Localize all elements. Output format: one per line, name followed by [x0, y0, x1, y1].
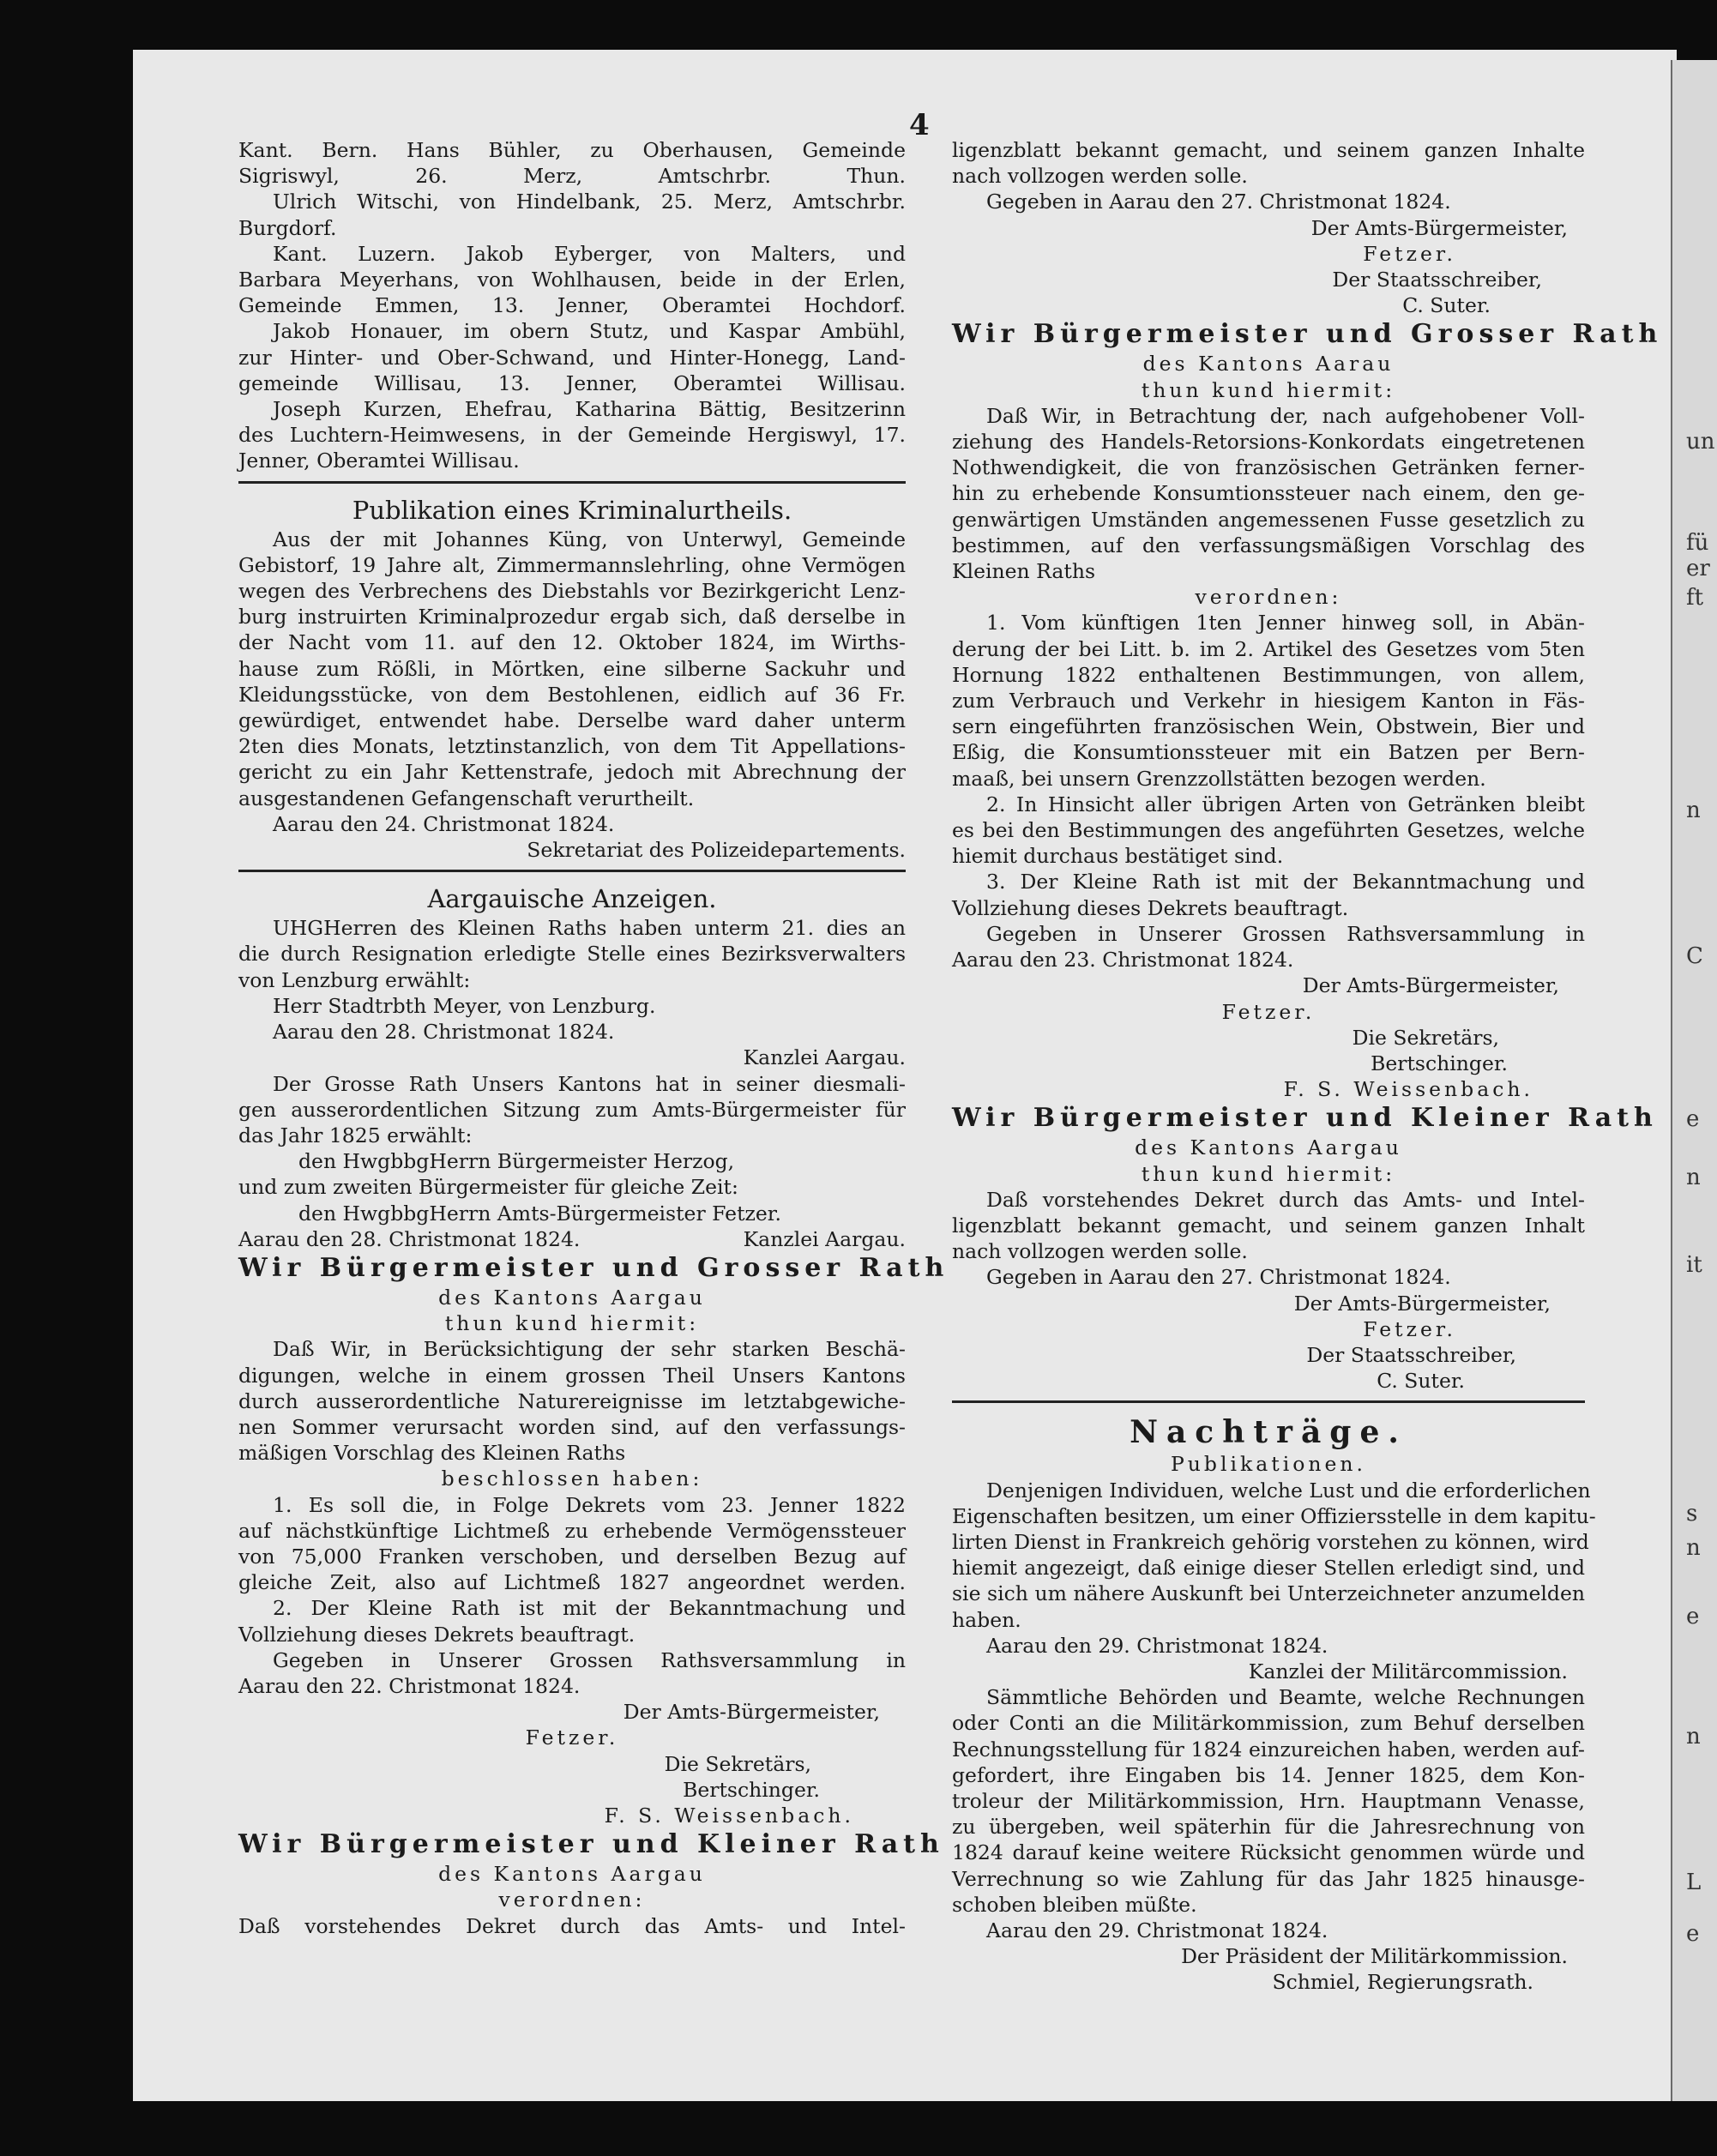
signature: Der Amts-Bürgermeister,	[1310, 215, 1568, 240]
text-line: Hornung 1822 enthaltenen Bestimmungen, von allem,	[952, 662, 1585, 687]
dateline: Aarau den 29. Christmonat 1824.	[986, 1918, 1328, 1942]
edge-fragment: ft	[1686, 585, 1704, 611]
text-line: genwärtigen Umständen angemessenen Fusse gesetzlich zu	[952, 507, 1585, 532]
text-line: gleiche Zeit, also auf Lichtmeß 1827 angeordnet werden.	[238, 1570, 906, 1595]
section-title: Publikation eines Kriminalurtheils.	[352, 495, 792, 525]
text-line: sern eingeführten französischen Wein, Obstwein, Bier und	[952, 714, 1585, 739]
text-line: Aus der mit Johannes Küng, von Unterwyl, Gemeinde	[273, 527, 906, 551]
signature: Sekretariat des Polizeidepartements.	[527, 838, 906, 863]
decree-subheading: des Kantons Aargau	[438, 1285, 706, 1310]
edge-fragment: n	[1686, 1535, 1701, 1561]
decree-subheading: thun kund hiermit:	[1141, 377, 1396, 402]
text-line: es bei den Bestimmungen des angeführten Gesetzes, welche	[952, 818, 1585, 843]
text-line: Barbara Meyerhans, von Wohlhausen, beide in der Erlen,	[238, 268, 906, 292]
section-title: Nachträge.	[1130, 1414, 1407, 1451]
text-line: Aarau den 23. Christmonat 1824.	[952, 948, 1294, 973]
text-line: Joseph Kurzen, Ehefrau, Katharina Bättig, Besitzerinn	[273, 397, 906, 422]
signature: C. Suter.	[1402, 293, 1491, 318]
text-line: oder Conti an die Militärkommission, zum Behuf derselben	[952, 1711, 1585, 1736]
text-line: ziehung des Handels-Retorsions-Konkordats eingetretenen	[952, 430, 1585, 455]
section-divider	[952, 1400, 1585, 1403]
text-line: ligenzblatt bekannt gemacht, und seinem ganzen Inhalt	[952, 1213, 1585, 1238]
signature: Der Staatsschreiber,	[1332, 268, 1542, 292]
right-column	[952, 137, 1663, 1996]
decree-verb: verordnen:	[1195, 585, 1342, 610]
text-line: hause zum Rößli, in Mörtken, eine silberne Sackuhr und	[238, 656, 906, 681]
text-line: Nothwendigkeit, die von französischen Getränken ferner-	[952, 455, 1585, 480]
text-line: den HwgbbgHerrn Bürgermeister Herzog,	[298, 1149, 735, 1174]
signature: C. Suter.	[1377, 1369, 1465, 1394]
text-line: Kleidungsstücke, von dem Bestohlenen, eidlich auf 36 Fr.	[238, 682, 906, 707]
text-line: und zum zweiten Bürgermeister für gleiche Zeit:	[238, 1175, 738, 1200]
text-line: Jakob Honauer, im obern Stutz, und Kaspar Ambühl,	[273, 319, 906, 344]
text-line: nen Sommer verursacht worden sind, auf den verfassungs-	[238, 1414, 906, 1439]
text-line: durch ausserordentliche Naturereignisse im letztabgewiche-	[238, 1388, 906, 1413]
text-line: ausgestandenen Gefangenschaft verurtheilt.	[238, 786, 695, 810]
text-line: Eigenschaften besitzen, um einer Offiziersstelle in dem kapitu-	[952, 1503, 1596, 1528]
signature: Bertschinger.	[683, 1777, 820, 1802]
section-divider	[238, 481, 906, 484]
signature: Kanzlei der Militärcommission.	[1248, 1659, 1568, 1683]
signature: Kanzlei Aargau.	[743, 1045, 906, 1070]
text-line: Verrechnung so wie Zahlung für das Jahr 1825 hinausge-	[952, 1866, 1585, 1891]
edge-fragment: e	[1686, 1106, 1700, 1132]
text-line: lirten Dienst in Frankreich gehörig vorstehen zu können, wird	[952, 1529, 1589, 1554]
text-line: ligenzblatt bekannt gemacht, und seinem ganzen Inhalte	[952, 138, 1585, 162]
decree-subheading: verordnen:	[498, 1888, 646, 1912]
text-line: maaß, bei unsern Grenzzollstätten bezogen werden.	[952, 766, 1486, 791]
text-line: 1. Vom künftigen 1ten Jenner hinweg soll, in Abän-	[986, 611, 1585, 635]
text-line: hiemit angezeigt, daß einige dieser Stellen erledigt sind, und	[952, 1556, 1585, 1581]
text-line: Aarau den 22. Christmonat 1824.	[238, 1673, 581, 1698]
decree-verb: beschlossen haben:	[441, 1466, 703, 1491]
text-line: Sämmtliche Behörden und Beamte, welche Rechnungen	[986, 1685, 1585, 1710]
text-line: digungen, welche in einem grossen Theil Unsers Kantons	[238, 1363, 906, 1388]
signature: Die Sekretärs,	[664, 1751, 811, 1776]
page-number: 4	[909, 108, 930, 142]
text-line: haben.	[952, 1607, 1021, 1632]
text-line: gen ausserordentlichen Sitzung zum Amts-Bürgermeister für	[238, 1097, 906, 1122]
text-line: derung der bei Litt. b. im 2. Artikel des Gesetzes vom 5ten	[952, 636, 1585, 661]
text-line: Daß Wir, in Berücksichtigung der sehr starken Beschä-	[273, 1337, 906, 1362]
signature: Kanzlei Aargau.	[743, 1226, 906, 1251]
edge-fragment: n	[1686, 1724, 1701, 1749]
edge-fragment: n	[1686, 1165, 1701, 1190]
text-line: Eßig, die Konsumtionssteuer mit ein Batzen per Bern-	[952, 740, 1585, 765]
text-line: Kleinen Raths	[952, 559, 1096, 584]
text-line: auf nächstkünftige Lichtmeß zu erhebende Vermögenssteuer	[238, 1518, 906, 1543]
signature: F. S. Weissenbach.	[1283, 1077, 1533, 1102]
text-line: Rechnungsstellung für 1824 einzureichen haben, werden auf-	[952, 1737, 1585, 1762]
text-line: Vollziehung dieses Dekrets beauftragt.	[238, 1622, 636, 1647]
text-line: Sigriswyl, 26. Merz, Amtschrbr. Thun.	[238, 164, 906, 189]
decree-heading: Wir Bürgermeister und Grosser Rath	[952, 319, 1663, 350]
text-line: Gemeinde Emmen, 13. Jenner, Oberamtei Hochdorf.	[238, 293, 906, 318]
text-line: die durch Resignation erledigte Stelle eines Bezirksverwalters	[238, 942, 906, 967]
text-line: zur Hinter- und Ober-Schwand, und Hinter-Honegg, Land-	[238, 345, 906, 370]
text-line: Herr Stadtrbth Meyer, von Lenzburg.	[273, 993, 656, 1018]
signature: Bertschinger.	[1371, 1051, 1508, 1075]
section-title: Aargauische Anzeigen.	[427, 884, 717, 914]
text-line: 3. Der Kleine Rath ist mit der Bekanntmachung und	[986, 870, 1585, 894]
text-line: UHGHerren des Kleinen Raths haben unterm 21. dies an	[273, 916, 906, 941]
text-line: schoben bleiben müßte.	[952, 1892, 1197, 1917]
signature: Fetzer.	[1221, 999, 1316, 1024]
text-line: von Lenzburg erwählt:	[238, 967, 471, 992]
dateline: Aarau den 29. Christmonat 1824.	[986, 1633, 1328, 1658]
edge-fragment: s	[1686, 1501, 1698, 1527]
text-line: 2. Der Kleine Rath ist mit der Bekanntmachung und	[273, 1596, 906, 1621]
text-line: Gegeben in Unserer Grossen Rathsversammlung in	[273, 1647, 906, 1672]
signature: Fetzer.	[525, 1725, 619, 1750]
text-line: Daß vorstehendes Dekret durch das Amts- und Intel-	[238, 1913, 906, 1938]
edge-fragment: e	[1686, 1604, 1700, 1629]
text-line: Gegeben in Unserer Grossen Rathsversammlung in	[986, 921, 1585, 946]
text-line: gericht zu ein Jahr Kettenstrafe, jedoch mit Abrechnung der	[238, 760, 906, 785]
decree-subheading: des Kantons Aargau	[1135, 1135, 1402, 1160]
signature: Die Sekretärs,	[1352, 1025, 1499, 1050]
text-line: 1824 darauf keine weitere Rücksicht genommen würde und	[952, 1840, 1585, 1865]
text-line: sie sich um nähere Auskunft bei Unterzeichneter anzumelden	[952, 1581, 1585, 1606]
dateline: Gegeben in Aarau den 27. Christmonat 1824.	[986, 1265, 1451, 1290]
edge-fragment: un	[1686, 429, 1715, 455]
text-line: gefordert, ihre Eingaben bis 14. Jenner 1825, dem Kon-	[952, 1762, 1585, 1787]
signature: F. S. Weissenbach.	[604, 1803, 854, 1828]
text-line: 2ten dies Monats, letztinstanzlich, von dem Tit Appellations-	[238, 734, 906, 759]
signature: Der Amts-Bürgermeister,	[1293, 1291, 1551, 1316]
text-line: des Luchtern-Heimwesens, in der Gemeinde Hergiswyl, 17.	[238, 423, 906, 448]
signature: Der Staatsschreiber,	[1306, 1342, 1516, 1367]
text-line: troleur der Militärkommission, Hrn. Hauptmann Venasse,	[952, 1788, 1585, 1813]
text-line: zu übergeben, weil späterhin für die Jahresrechnung von	[952, 1815, 1585, 1840]
text-line: Burgdorf.	[238, 215, 337, 240]
text-line: den HwgbbgHerrn Amts-Bürgermeister Fetzer.	[298, 1201, 781, 1226]
edge-fragment: C	[1686, 943, 1703, 969]
edge-fragment: n	[1686, 798, 1701, 823]
kant-bern-list	[238, 137, 906, 241]
signature: Schmiel, Regierungsrath.	[1272, 1970, 1533, 1995]
dateline: Aarau den 28. Christmonat 1824.	[273, 1020, 615, 1045]
section-divider	[238, 870, 906, 872]
next-page-edge	[1671, 60, 1717, 2101]
decree-heading: Wir Bürgermeister und Kleiner Rath	[238, 1829, 944, 1860]
dateline: Aarau den 24. Christmonat 1824.	[273, 811, 615, 836]
edge-fragment: e	[1686, 1921, 1700, 1947]
text-line: von 75,000 Franken verschoben, und derselben Bezug auf	[238, 1544, 906, 1569]
text-line: zum Verbrauch und Verkehr in hiesigem Kanton in Fäs-	[952, 689, 1585, 714]
text-line: Kant. Luzern. Jakob Eyberger, von Malters, und	[273, 241, 906, 266]
decree-subheading: thun kund hiermit:	[1141, 1161, 1396, 1186]
text-line: hin zu erhebende Konsumtionssteuer nach einem, den ge-	[952, 481, 1585, 506]
text-line: gewürdiget, entwendet habe. Derselbe ward daher unterm	[238, 708, 906, 733]
text-line: bestimmen, auf den verfassungsmäßigen Vorschlag des	[952, 533, 1585, 557]
text-line: Denjenigen Individuen, welche Lust und die erforderlichen	[986, 1478, 1591, 1503]
dateline-row	[238, 1226, 906, 1252]
signature: Fetzer.	[1363, 241, 1456, 266]
text-line: nach vollzogen werden solle.	[952, 1239, 1248, 1264]
signature: Der Amts-Bürgermeister,	[623, 1700, 880, 1725]
text-line: 2. In Hinsicht aller übrigen Arten von Getränken bleibt	[986, 792, 1585, 816]
text-line: Der Grosse Rath Unsers Kantons hat in seiner diesmali-	[273, 1071, 906, 1096]
edge-fragment: er	[1686, 556, 1710, 581]
text-line: 1. Es soll die, in Folge Dekrets vom 23. Jenner 1822	[273, 1492, 906, 1517]
text-line: der Nacht vom 11. auf den 12. Oktober 1824, im Wirths-	[238, 630, 906, 655]
decree-subheading: thun kund hiermit:	[444, 1311, 700, 1336]
left-column	[238, 137, 949, 1939]
edge-fragment: it	[1686, 1252, 1702, 1278]
text-line: burg instruirten Kriminalprozedur ergab sich, daß derselbe in	[238, 605, 906, 629]
text-line: Daß vorstehendes Dekret durch das Amts- und Intel-	[986, 1187, 1585, 1212]
text-line: Daß Wir, in Betrachtung der, nach aufgehobener Voll-	[986, 403, 1585, 428]
decree-subheading: des Kantons Aarau	[1142, 352, 1395, 376]
section-subtitle: Publikationen.	[1170, 1452, 1367, 1477]
text-line: Kant. Bern. Hans Bühler, zu Oberhausen, Gemeinde	[238, 138, 906, 162]
text-line: wegen des Verbrechens des Diebstahls vor Bezirkgericht Lenz-	[238, 579, 906, 604]
dateline: Aarau den 28. Christmonat 1824.	[238, 1226, 581, 1251]
text-line: nach vollzogen werden solle.	[952, 164, 1248, 189]
text-line: das Jahr 1825 erwählt:	[238, 1123, 473, 1147]
text-line: Ulrich Witschi, von Hindelbank, 25. Merz, Amtschrbr.	[273, 190, 906, 214]
edge-fragment: fü	[1686, 530, 1709, 556]
text-line: gemeinde Willisau, 13. Jenner, Oberamtei Willisau.	[238, 370, 906, 395]
signature: Fetzer.	[1363, 1316, 1456, 1341]
text-line: hiemit durchaus bestätiget sind.	[952, 844, 1284, 869]
edge-fragment: L	[1686, 1870, 1702, 1895]
signature: Der Amts-Bürgermeister,	[1302, 973, 1559, 998]
dateline: Gegeben in Aarau den 27. Christmonat 1824.	[986, 190, 1451, 214]
decree-subheading: des Kantons Aargau	[438, 1862, 706, 1887]
kant-luzern-list	[238, 241, 906, 474]
text-line: Vollziehung dieses Dekrets beauftragt.	[952, 895, 1349, 920]
decree-heading: Wir Bürgermeister und Grosser Rath	[238, 1252, 949, 1283]
decree-heading: Wir Bürgermeister und Kleiner Rath	[952, 1103, 1658, 1134]
signature: Der Präsident der Militärkommission.	[1181, 1944, 1568, 1969]
text-line: Gebistorf, 19 Jahre alt, Zimmermannslehrling, ohne Vermögen	[238, 552, 906, 577]
text-line: mäßigen Vorschlag des Kleinen Raths	[238, 1441, 626, 1466]
article-body	[238, 527, 906, 811]
text-line: Jenner, Oberamtei Willisau.	[238, 449, 520, 473]
